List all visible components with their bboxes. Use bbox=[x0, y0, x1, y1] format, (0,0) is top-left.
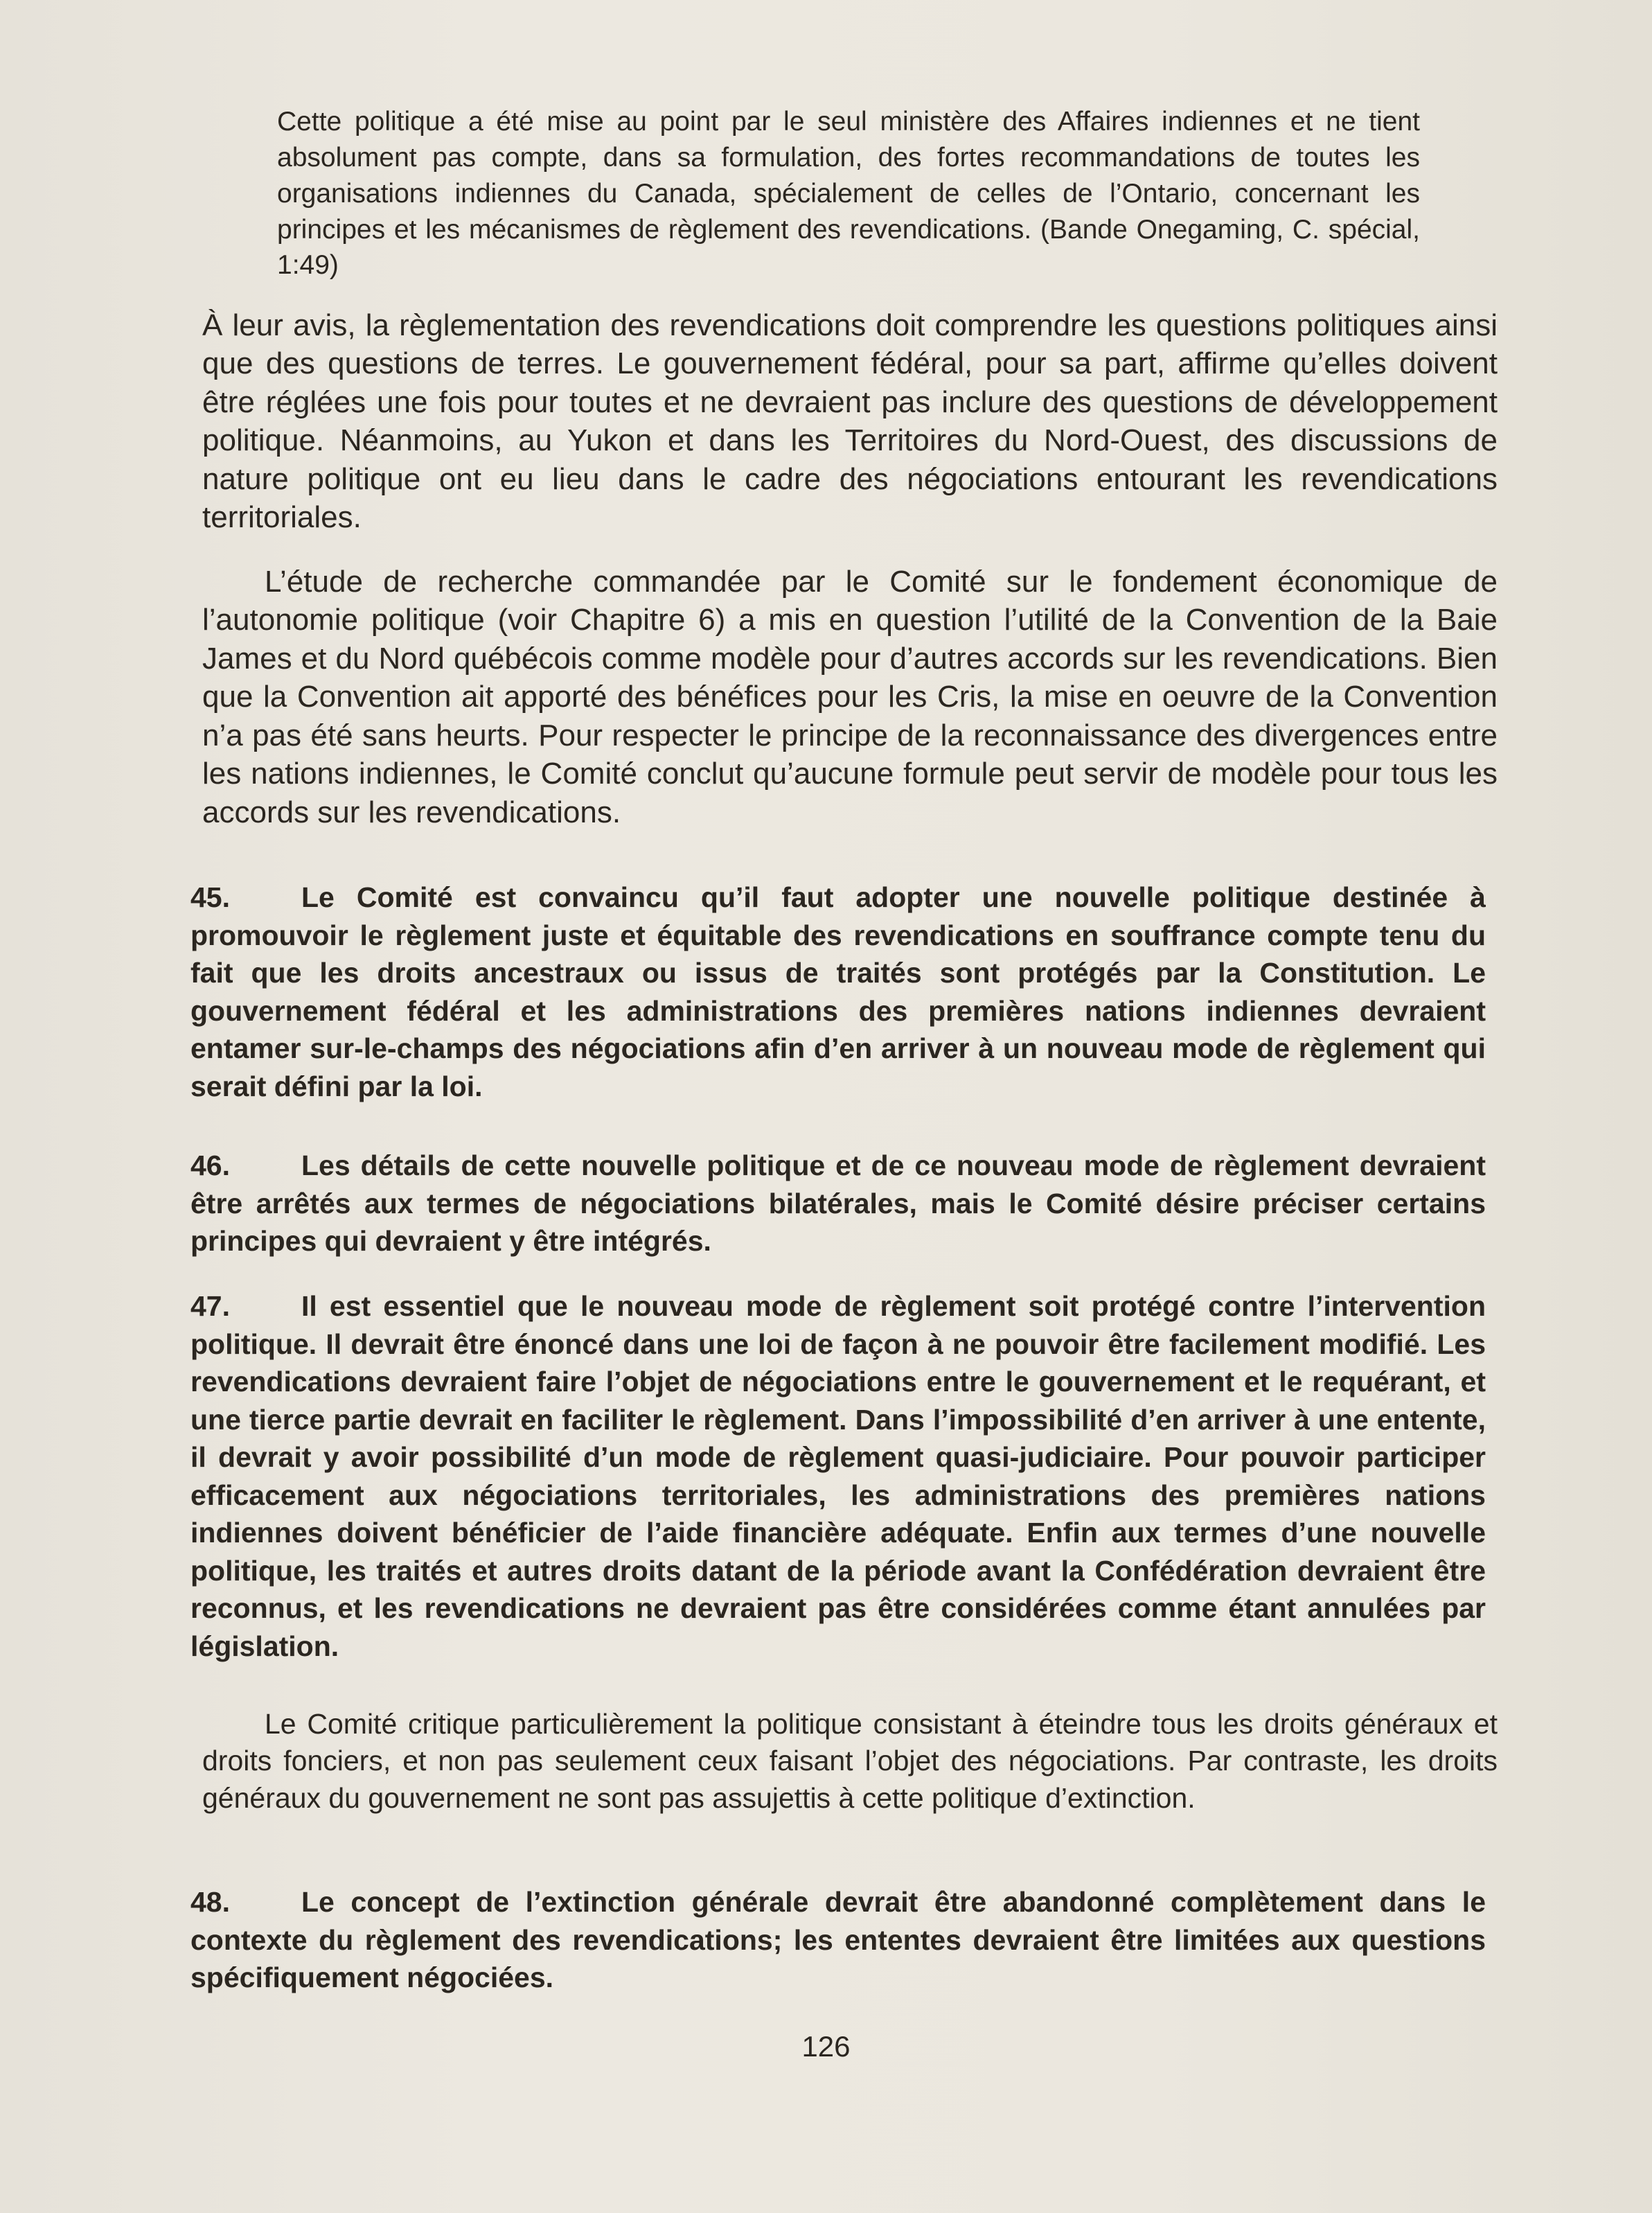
recommendation-text: Il est essentiel que le nouveau mode de règlement soit protégé contre l’intervention politique. Il devrait être énoncé dans une loi de façon à ne pouvoir être facilement modifié. Les revendications devraient faire l’objet de négociations entre le gouvernement et le requérant, et une tierce partie devrait en faciliter le règlement. Dans l’impossibilité d’en arriver à une entente, il devrait y avoir possibilité d’un mode de règlement quasi-judiciaire. Pour pouvoir participer efficacement aux négociations territoriales, les administrations des premières nations indiennes doivent bénéficier de l’aide financière adéquate. Enfin aux termes d’une nouvelle politique, les traités et autres droits datant de la période avant la Confédération devraient être reconnus, et les revendications ne devraient pas être considérées comme étant annulées par législation. bbox=[190, 1290, 1486, 1662]
recommendation-number: 46. bbox=[190, 1149, 230, 1181]
paragraph-etude-recherche: L’étude de recherche commandée par le Comité sur le fondement économique de l’autonomie politique (voir Chapitre 6) a mis en question l’utilité de la Convention de la Baie James et du Nord québécois comme modèle pour d’autres accords sur les revendications. Bien que la Convention ait apporté des bénéfices pour les Cris, la mise en oeuvre de la Convention n’a pas été sans heurts. Pour respecter le principe de la reconnaissance des divergences entre les nations indiennes, le Comité conclut qu’aucune formule peut servir de modèle pour tous les accords sur les revendications. bbox=[202, 565, 1498, 829]
block-quote: Cette politique a été mise au point par le seul ministère des Affaires indiennes et ne tient absolument pas compte, dans sa formulation, des fortes recommandations de toutes les organisations indiennes du Canada, spécialement de celles de l’Ontario, concernant les principes et les mécanismes de règlement des revendications. (Bande Onegaming, C. spécial, 1:49) bbox=[277, 107, 1420, 281]
recommendation-number: 48. bbox=[190, 1886, 230, 1918]
recommendation-text: Le Comité est convaincu qu’il faut adopter une nouvelle politique destinée à promouvoir le règlement juste et équitable des revendications en souffrance compte tenu du fait que les droits ancestraux ou issus de traités sont protégés par la Constitution. Le gouvernement fédéral et les administrations des premières nations indiennes devraient entamer sur-le-champs des négociations afin d’en arriver à un nouveau mode de règlement qui serait défini par la loi. bbox=[190, 881, 1486, 1102]
recommendation-45 bbox=[190, 879, 1486, 1105]
recommendation-46 bbox=[190, 1147, 1486, 1260]
recommendation-47 bbox=[190, 1287, 1486, 1665]
recommendation-number: 45. bbox=[190, 881, 230, 913]
paragraph-critique-extinction: Le Comité critique particulièrement la politique consistant à éteindre tous les droits généraux et droits fonciers, et non pas seulement ceux faisant l’objet des négociations. Par contraste, les droits généraux du gouvernement ne sont pas assujettis à cette politique d’extinction. bbox=[202, 1708, 1498, 1814]
recommendation-48 bbox=[190, 1883, 1486, 1997]
paragraph-revendications-politiques: À leur avis, la règlementation des revendications doit comprendre les questions politiques ainsi que des questions de terres. Le gouvernement fédéral, pour sa part, affirme qu’elles doivent être réglées une fois pour toutes et ne devraient pas inclure des questions de développement politique. Néanmoins, au Yukon et dans les Territoires du Nord-Ouest, des discussions de nature politique ont eu lieu dans le cadre des négociations entourant les revendications territoriales. bbox=[202, 308, 1498, 535]
recommendation-number: 47. bbox=[190, 1290, 230, 1322]
page-number: 126 bbox=[801, 2030, 851, 2063]
recommendation-text: Les détails de cette nouvelle politique et de ce nouveau mode de règlement devraient être arrêtés aux termes de négociations bilatérales, mais le Comité désire préciser certains principes qui devraient y être intégrés. bbox=[190, 1149, 1486, 1258]
recommendation-text: Le concept de l’extinction générale devrait être abandonné complètement dans le contexte du règlement des revendications; les ententes devraient être limitées aux questions spécifiquement négociées. bbox=[190, 1886, 1486, 1994]
